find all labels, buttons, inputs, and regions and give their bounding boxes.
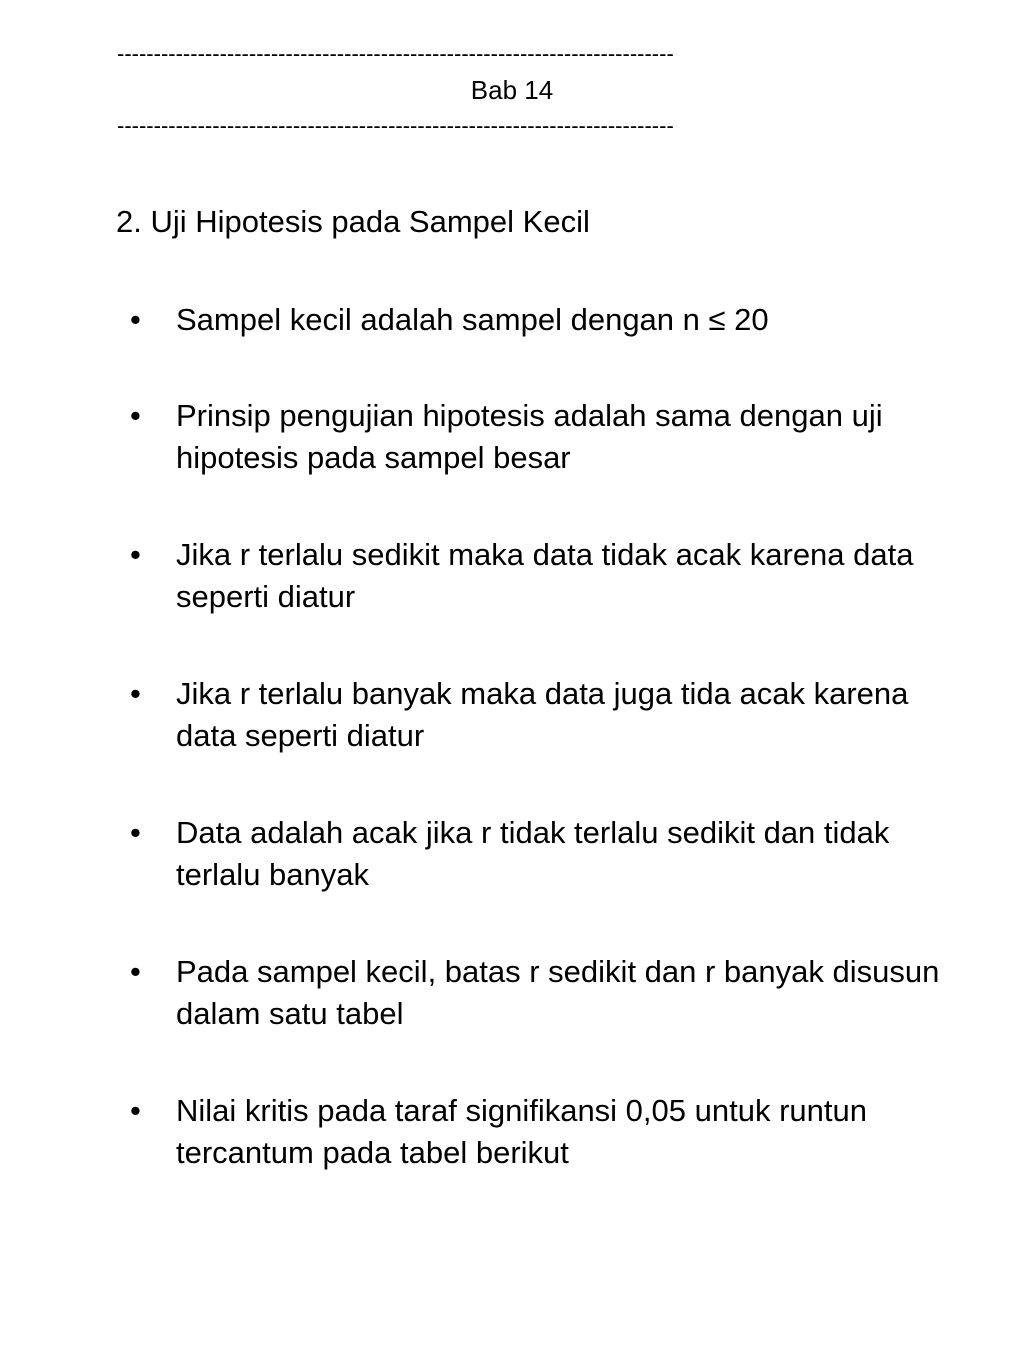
bullet-item xyxy=(0,534,1024,618)
bullet-item xyxy=(0,673,1024,757)
bullet-item xyxy=(0,299,1024,341)
bullet-icon: • xyxy=(130,815,141,850)
bullet-text: Data adalah acak jika r tidak terlalu sedikit dan tidak terlalu banyak xyxy=(176,815,890,892)
bullet-item xyxy=(0,1090,1024,1174)
bullet-text: Jika r terlalu banyak maka data juga tida acak karena data seperti diatur xyxy=(176,676,909,753)
bullet-icon: • xyxy=(130,954,141,989)
bullet-text: Nilai kritis pada taraf signifikansi 0,05 untuk runtun tercantum pada tabel berikut xyxy=(176,1093,867,1170)
page-header xyxy=(0,38,1024,142)
bullet-item xyxy=(0,951,1024,1035)
bullet-text: Jika r terlalu sedikit maka data tidak acak karena data seperti diatur xyxy=(176,537,914,614)
bullet-text: Pada sampel kecil, batas r sedikit dan r banyak disusun dalam satu tabel xyxy=(176,954,940,1031)
bullet-icon: • xyxy=(130,537,141,572)
bullet-text: Sampel kecil adalah sampel dengan n ≤ 20 xyxy=(176,302,769,337)
bullet-icon: • xyxy=(130,302,141,337)
header-divider-top: ---------------------------------------------------------------------------- xyxy=(117,41,674,66)
bullet-icon: • xyxy=(130,398,141,433)
chapter-label: Bab 14 xyxy=(470,75,554,105)
bullet-item xyxy=(0,812,1024,896)
bullet-icon: • xyxy=(130,1093,141,1128)
bullet-icon: • xyxy=(130,676,141,711)
bullet-item xyxy=(0,395,1024,479)
bullet-text: Prinsip pengujian hipotesis adalah sama dengan uji hipotesis pada sampel besar xyxy=(176,398,883,475)
bullet-list xyxy=(0,299,1024,1229)
header-divider-bottom: ---------------------------------------------------------------------------- xyxy=(117,113,674,138)
section-title: 2. Uji Hipotesis pada Sampel Kecil xyxy=(116,204,590,239)
